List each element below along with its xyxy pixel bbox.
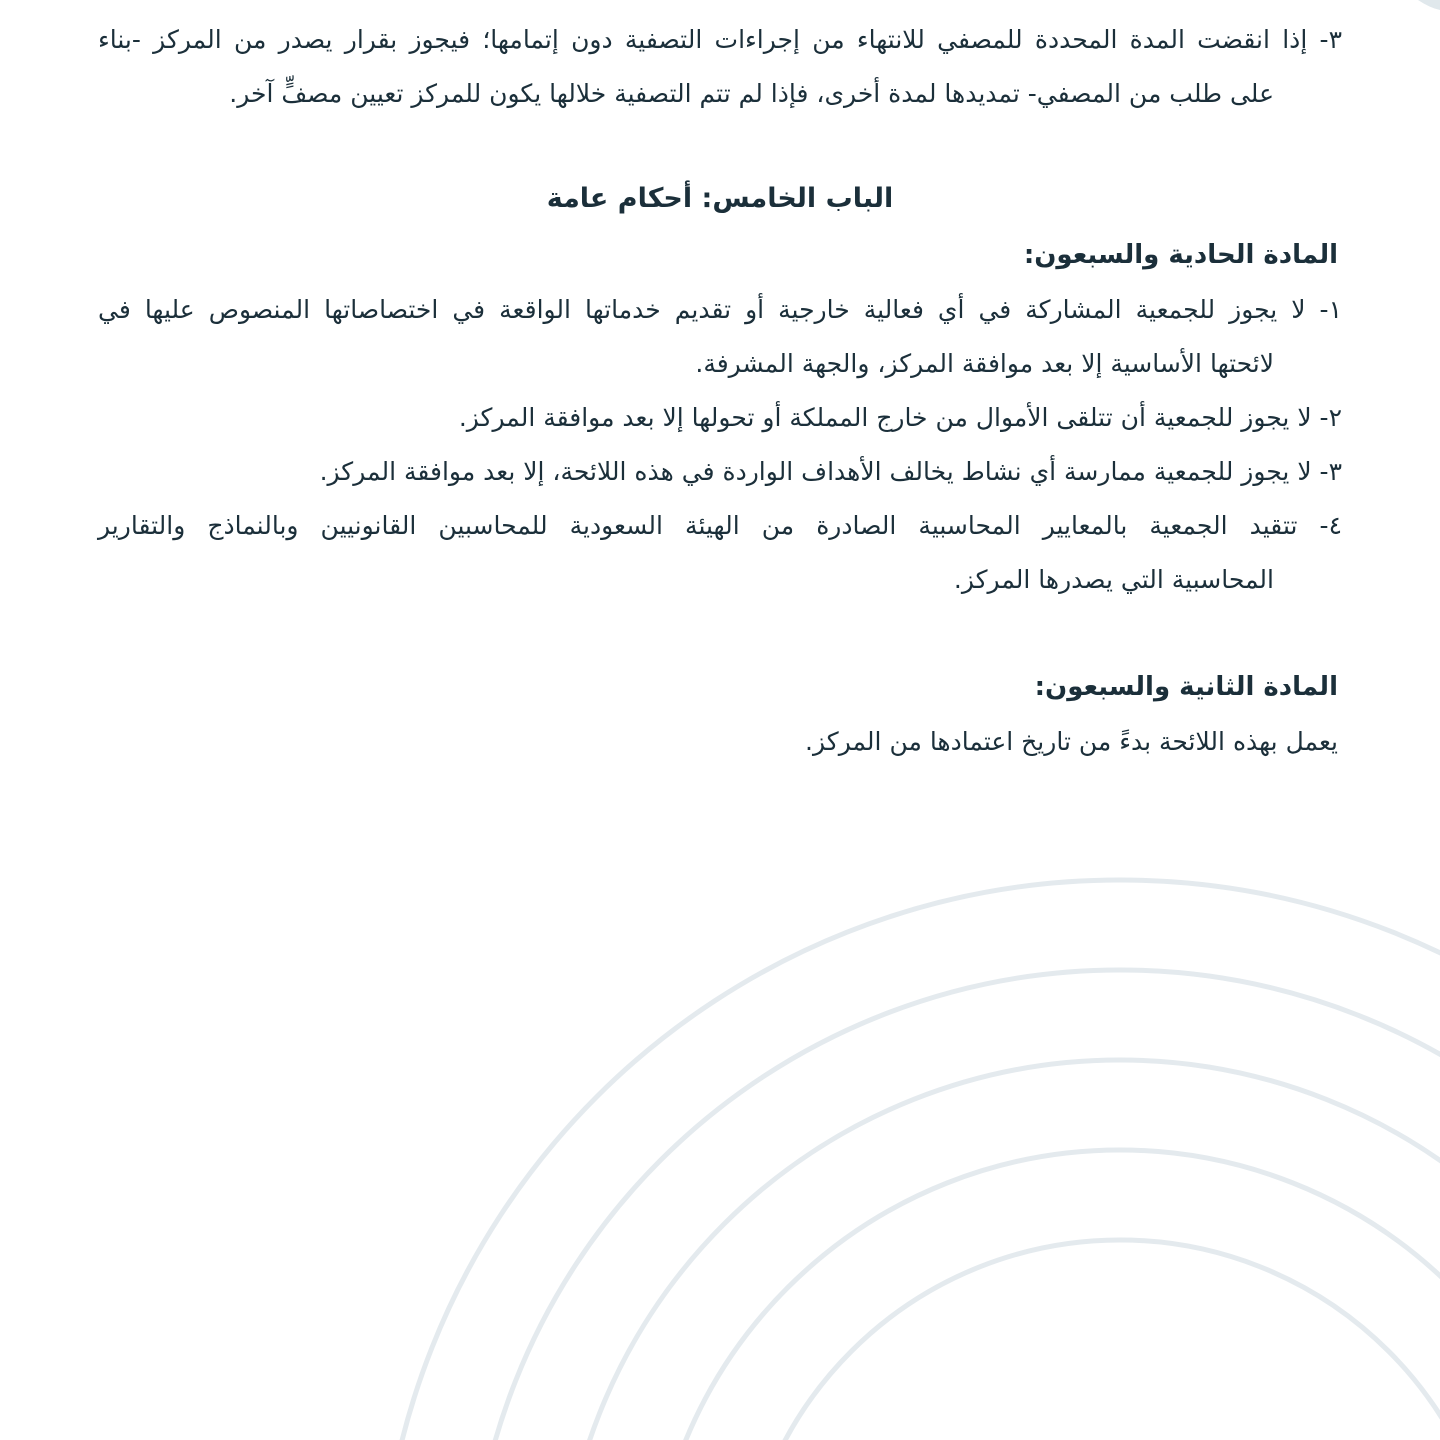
- article-title: المادة الثانية والسبعون:: [1034, 672, 1338, 702]
- clause-line: ٤- تتقيد الجمعية بالمعايير المحاسبية الصادرة من الهيئة السعودية للمحاسبين القانونيين وبالنماذج والتقارير: [98, 511, 1342, 540]
- section-title: الباب الخامس: أحكام عامة: [546, 183, 894, 214]
- previous-clause-line: ٣- إذا انقضت المدة المحددة للمصفي للانتهاء من إجراءات التصفية دون إتمامها؛ فيجوز بقرار يصدر من المركز -بناء: [98, 25, 1342, 54]
- article-title: المادة الحادية والسبعون:: [1023, 240, 1338, 270]
- clause-line: ٢- لا يجوز للجمعية أن تتلقى الأموال من خارج المملكة أو تحولها إلا بعد موافقة المركز.: [458, 403, 1342, 432]
- clause-line: ١- لا يجوز للجمعية المشاركة في أي فعالية خارجية أو تقديم خدماتها الواقعة في اختصاصاتها المنصوص عليها في: [98, 295, 1342, 324]
- clause-line: المحاسبية التي يصدرها المركز.: [953, 565, 1274, 594]
- previous-clause-line: على طلب من المصفي- تمديدها لمدة أخرى، فإذا لم تتم التصفية خلالها يكون للمركز تعيين مصفٍّ آخر.: [229, 79, 1274, 108]
- clause-line: لائحتها الأساسية إلا بعد موافقة المركز، والجهة المشرفة.: [695, 349, 1274, 378]
- clause-line: ٣- لا يجوز للجمعية ممارسة أي نشاط يخالف الأهداف الواردة في هذه اللائحة، إلا بعد موافقة المركز.: [319, 457, 1342, 486]
- article-text: يعمل بهذه اللائحة بدءً من تاريخ اعتمادها من المركز.: [805, 727, 1338, 756]
